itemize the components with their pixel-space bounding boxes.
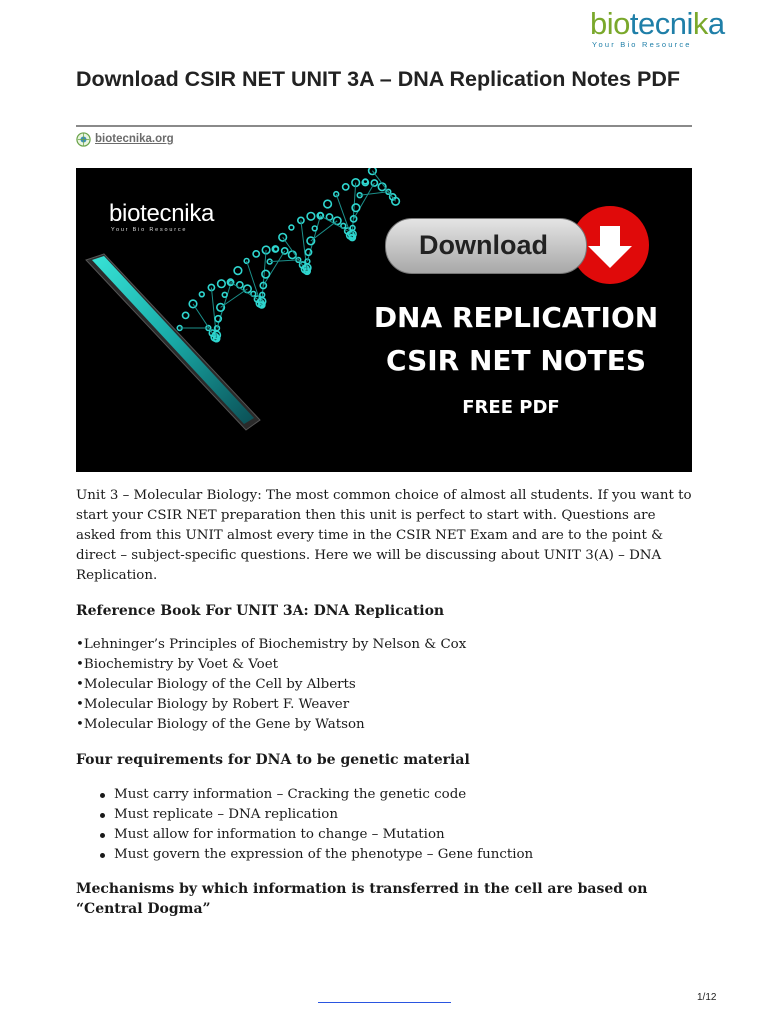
banner-heading-3: FREE PDF [462,397,560,418]
hero-banner [76,168,692,472]
reference-list [76,635,466,735]
dna-bead [262,270,270,278]
list-item: • Biochemistry by Voet & Voet [76,655,466,675]
biotecnika-logo [590,6,750,58]
list-item: Must govern the expression of the phenotype – Gene function [114,845,533,865]
dna-rung [263,251,284,286]
source-link[interactable]: biotecnika.org [95,133,174,145]
dna-bead [218,280,226,288]
list-item: • Lehninger’s Principles of Biochemistry by Nelson & Cox [76,635,466,655]
reference-heading: Reference Book For UNIT 3A: DNA Replication [76,603,445,619]
dna-bead [312,226,317,231]
list-item: Must carry information – Cracking the genetic code [114,785,533,805]
dna-bead [234,267,242,275]
title-divider [76,125,692,127]
page-number: 1/12 [697,992,717,1003]
list-item: • Molecular Biology by Robert F. Weaver [76,695,466,715]
banner-logo: biotecnika [109,200,215,227]
list-item: • Molecular Biology of the Cell by Alberts [76,675,466,695]
intro-paragraph: Unit 3 – Molecular Biology: The most common choice of almost all students. If you want to start your CSIR NET preparation then this unit is perfect to start with. Questions are asked from this UNIT almost every time in the CSIR NET Exam and are to the point & direct – subject-specific questions. Here we will be discussing about UNIT 3(A) – DNA Replication. [76,488,692,583]
dna-rung [231,282,258,299]
dna-bead [343,184,349,190]
requirements-list [114,785,533,865]
list-item: • Molecular Biology of the Gene by Watson [76,715,466,735]
dna-bead [183,312,189,318]
dna-bead [199,292,204,297]
dna-rung [360,192,389,195]
dna-bead [307,213,315,221]
dna-bead [244,259,249,264]
dna-bead [324,200,332,208]
mechanisms-heading: Mechanisms by which information is transferred in the cell are based on “Central Dogma” [76,881,648,917]
logo-wordmark: biotecnika [590,6,725,41]
dna-bead [352,204,360,212]
banner-logo-tagline: Your Bio Resource [111,227,188,233]
page-title: Download CSIR NET UNIT 3A – DNA Replication Notes PDF [76,67,681,91]
footer-link-line[interactable] [318,1002,451,1003]
dna-rung [354,183,375,219]
globe-icon [76,132,91,147]
dna-bead [289,225,294,230]
download-button-label: Download [419,230,548,260]
banner-heading-2: CSIR NET NOTES [386,344,646,377]
dna-bead [253,251,259,257]
dna-rung [270,260,299,262]
dna-bead [222,292,227,297]
dna-bead [305,249,311,255]
list-item: Must replicate – DNA replication [114,805,533,825]
logo-tagline: Your Bio Resource [592,40,692,49]
banner-heading-1: DNA REPLICATION [373,301,659,334]
requirements-heading: Four requirements for DNA to be genetic material [76,752,470,768]
dna-rung [193,304,215,337]
list-item: Must allow for information to change – Mutation [114,825,533,845]
source-credit[interactable] [76,131,174,147]
